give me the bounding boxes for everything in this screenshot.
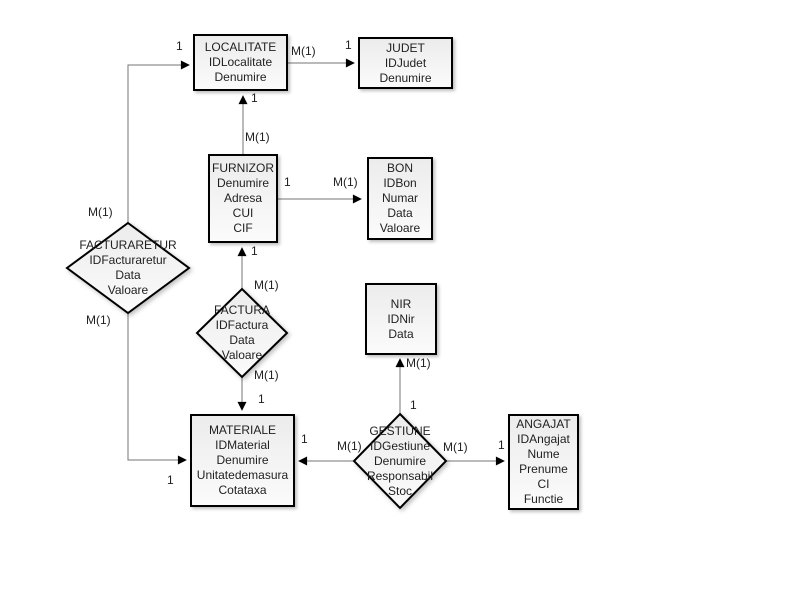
cardinality-label: M(1) xyxy=(291,44,316,58)
entity-attribute: Data xyxy=(388,326,414,341)
cardinality-label: 1 xyxy=(498,438,505,452)
entity-attribute: IDJudet xyxy=(384,55,427,70)
cardinality-label: M(1) xyxy=(443,440,468,454)
relationship-attribute: IDFactura xyxy=(215,318,269,332)
relationship-attribute: Data xyxy=(115,268,141,282)
entity-furnizor[interactable] xyxy=(208,154,278,243)
entity-attribute: Valoare xyxy=(379,221,421,235)
entity-attribute: Adresa xyxy=(223,191,263,205)
cardinality-label: M(1) xyxy=(333,175,358,189)
entity-attribute: Unitatedemasura xyxy=(196,468,289,482)
entity-attribute: Cotataxa xyxy=(218,483,267,497)
cardinality-label: M(1) xyxy=(245,130,270,144)
entity-attribute: Denumire xyxy=(216,453,269,467)
cardinality-label: 1 xyxy=(176,39,183,53)
relationship-attribute: IDFacturaretur xyxy=(89,253,167,267)
cardinality-label: 1 xyxy=(284,175,291,189)
relationship-attribute: Responsabil xyxy=(366,469,434,483)
entity-title: LOCALITATE xyxy=(204,40,277,54)
relationship-attribute: IDGestiune xyxy=(369,439,431,453)
entity-attribute: CUI xyxy=(232,206,254,220)
relationship-facturaretur-diamond[interactable] xyxy=(67,223,189,313)
entity-title: BON xyxy=(386,161,413,175)
entity-attribute: Nume xyxy=(527,447,560,461)
relationship-attribute: Valoare xyxy=(221,348,263,362)
cardinality-label: M(1) xyxy=(88,205,113,219)
entity-attribute: IDMaterial xyxy=(215,438,270,452)
entity-title: NIR xyxy=(390,296,412,311)
entity-nir[interactable] xyxy=(365,283,437,355)
entity-title: JUDET xyxy=(386,40,425,55)
entity-title: ANGAJAT xyxy=(516,417,571,431)
relationship-gestiune-diamond[interactable] xyxy=(354,414,446,508)
cardinality-label: 1 xyxy=(251,244,258,258)
entity-attribute: Denumire xyxy=(214,70,267,84)
cardinality-label: M(1) xyxy=(86,313,111,327)
entity-attribute: IDLocalitate xyxy=(208,55,273,69)
entity-attribute: Prenume xyxy=(519,462,568,476)
cardinality-label: 1 xyxy=(167,473,174,487)
entity-attribute: IDAngajat xyxy=(517,432,570,446)
cardinality-label: M(1) xyxy=(254,368,279,382)
entity-attribute: Numar xyxy=(381,191,418,205)
relationship-factura-diamond[interactable] xyxy=(197,289,287,377)
relationship-attribute: Denumire xyxy=(373,454,427,468)
entity-title: FURNIZOR xyxy=(212,161,274,175)
entity-attribute: CI xyxy=(537,477,550,491)
entity-title: MATERIALE xyxy=(208,423,277,437)
entity-attribute: IDBon xyxy=(383,176,417,190)
cardinality-label: 1 xyxy=(410,398,417,412)
entity-attribute: Denumire xyxy=(216,176,270,190)
relationship-title: FACTURA xyxy=(213,303,270,317)
relationship-title: GESTIUNE xyxy=(369,424,431,438)
entity-bon[interactable] xyxy=(367,157,433,240)
cardinality-label: M(1) xyxy=(337,439,362,453)
entity-judet[interactable] xyxy=(358,37,453,89)
entity-materiale[interactable] xyxy=(190,414,295,507)
cardinality-label: M(1) xyxy=(406,356,431,370)
cardinality-label: 1 xyxy=(258,392,265,406)
relationship-attribute: Stoc xyxy=(387,484,412,498)
entity-angajat[interactable] xyxy=(508,414,579,510)
edge-facturaretur-localitate xyxy=(128,65,189,223)
entity-attribute: CIF xyxy=(233,221,253,235)
entity-attribute: Denumire xyxy=(379,70,432,85)
cardinality-label: 1 xyxy=(301,432,308,446)
cardinality-label: M(1) xyxy=(254,278,279,292)
entity-attribute: Functie xyxy=(523,492,564,506)
entity-attribute: Data xyxy=(387,206,413,220)
cardinality-label: 1 xyxy=(345,38,352,52)
relationship-attribute: Data xyxy=(229,333,255,347)
relationship-attribute: Valoare xyxy=(107,283,149,297)
relationship-title: FACTURARETUR xyxy=(79,238,177,252)
entity-localitate[interactable] xyxy=(193,34,288,91)
entity-attribute: IDNir xyxy=(387,311,415,326)
edge-facturaretur-materiale xyxy=(128,313,186,460)
cardinality-label: 1 xyxy=(251,91,258,105)
